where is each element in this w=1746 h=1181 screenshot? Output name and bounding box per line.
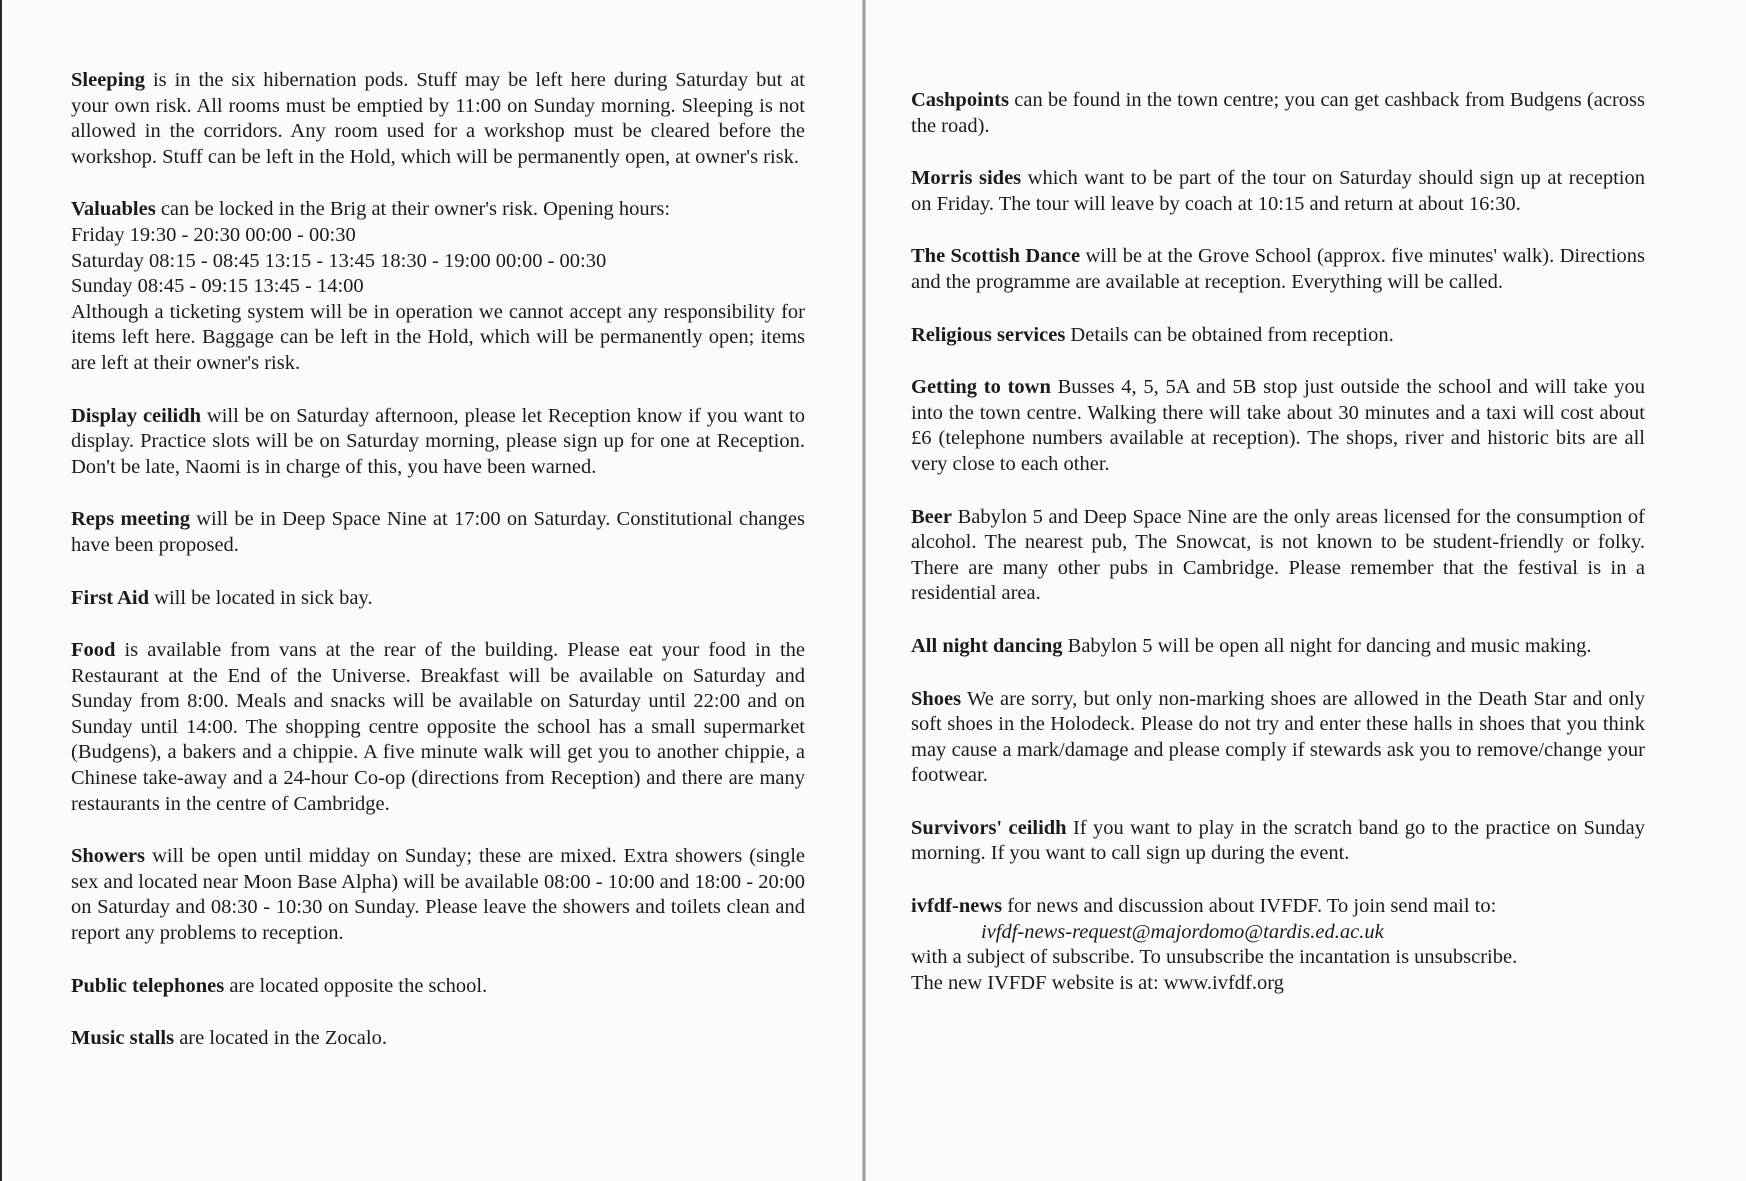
section-text: for news and discussion about IVFDF. To join send mail to:	[1002, 895, 1497, 918]
section-text: Details can be obtained from reception.	[1065, 323, 1394, 346]
section-text: are located opposite the school.	[224, 974, 488, 997]
section-text: will be at the Grove School (approx. five minutes' walk). Directions and the programme are available at reception. Everything will be called.	[911, 245, 1645, 293]
section-sleeping	[71, 68, 805, 170]
section-text: Babylon 5 and Deep Space Nine are the only areas licensed for the consumption of alcohol. The nearest pub, The Snowcat, is not known to be student-friendly or folky. There are many other pubs in Cambridge. Please remember that the festival is in a residential area.	[911, 505, 1645, 605]
section-text: will be in Deep Space Nine at 17:00 on Saturday. Constitutional changes have been proposed.	[71, 508, 805, 556]
section-text: will be located in sick bay.	[149, 586, 373, 609]
website-line: The new IVFDF website is at: www.ivfdf.org	[911, 971, 1284, 994]
page-fold	[862, 0, 866, 1181]
section-cashpoints	[911, 88, 1645, 139]
section-heading: Survivors' ceilidh	[911, 816, 1067, 839]
section-valuables	[71, 197, 805, 376]
section-text: can be found in the town centre; you can get cashback from Budgens (across the road).	[911, 89, 1645, 137]
section-scottish-dance	[911, 244, 1645, 295]
left-column	[71, 68, 805, 1079]
section-heading: Valuables	[71, 198, 156, 221]
section-heading: Getting to town	[911, 376, 1051, 399]
section-text: which want to be part of the tour on Saturday should sign up at reception on Friday. The tour will leave by coach at 10:15 and return at about 16:30.	[911, 167, 1645, 215]
section-morris-sides	[911, 166, 1645, 217]
section-display-ceilidh	[71, 404, 805, 481]
section-heading: Reps meeting	[71, 508, 190, 531]
section-text: can be locked in the Brig at their owner's risk. Opening hours:	[155, 198, 671, 221]
section-heading: The Scottish Dance	[911, 245, 1081, 268]
section-food	[71, 638, 805, 817]
section-heading: Showers	[71, 845, 146, 868]
section-heading: Morris sides	[911, 167, 1022, 190]
section-heading: Public telephones	[71, 974, 225, 997]
section-text: is available from vans at the rear of the building. Please eat your food in the Restaurant at the End of the Universe. Breakfast will be available on Saturday and Sunday from 8:00. Meals and snacks will be available on Saturday until 22:00 and on Sunday until 14:00. The shopping centre opposite the school has a small supermarket (Budgens), a bakers and a chippie. A five minute walk will get you to another chippie, a Chinese take-away and a 24-hour Co-op (directions from Reception) and there are many restaurants in the centre of Cambridge.	[71, 639, 805, 815]
section-heading: Sleeping	[71, 69, 146, 91]
section-all-night-dancing	[911, 634, 1645, 660]
section-showers	[71, 844, 805, 946]
section-survivors-ceilidh	[911, 816, 1645, 867]
page-edge	[0, 0, 2, 1181]
section-text: will be on Saturday afternoon, please let Reception know if you want to display. Practice slots will be on Saturday morning, please sign up for one at Reception. Don't be late, Naomi is in charge of this, you have been warned.	[71, 404, 805, 478]
opening-hours-saturday: Saturday 08:15 - 08:45 13:15 - 13:45 18:30 - 19:00 00:00 - 00:30	[71, 249, 607, 272]
section-heading: ivfdf-news	[911, 895, 1003, 918]
section-text: Babylon 5 will be open all night for dancing and music making.	[1062, 634, 1592, 657]
section-heading: Shoes	[911, 687, 962, 710]
section-public-telephones	[71, 974, 805, 1000]
section-text: are located in the Zocalo.	[174, 1027, 387, 1050]
section-reps-meeting	[71, 507, 805, 558]
section-heading: Display ceilidh	[71, 404, 202, 427]
section-text-2: Although a ticketing system will be in operation we cannot accept any responsibility for items left here. Baggage can be left in the Hold, which will be permanently open; items are left at their owner's risk.	[71, 300, 805, 374]
section-text: Busses 4, 5, 5A and 5B stop just outside the school and will take you into the town centre. Walking there will take about 30 minutes and a taxi will cost about £6 (telephone numbers available at reception). The shops, river and historic bits are all very close to each other.	[911, 376, 1645, 475]
section-text: If you want to play in the scratch band go to the practice on Sunday morning. If you want to call sign up during the event.	[911, 816, 1645, 865]
section-heading: Beer	[911, 505, 952, 528]
section-heading: Food	[71, 639, 116, 662]
section-heading: First Aid	[71, 586, 150, 609]
section-getting-to-town	[911, 375, 1645, 477]
section-heading: Religious services	[911, 323, 1066, 346]
section-shoes	[911, 687, 1645, 789]
subscribe-instructions: with a subject of subscribe. To unsubscribe the incantation is unsubscribe.	[911, 946, 1518, 969]
opening-hours-sunday: Sunday 08:45 - 09:15 13:45 - 14:00	[71, 275, 364, 298]
right-column	[911, 88, 1645, 1023]
section-heading: Cashpoints	[911, 89, 1009, 111]
section-text: will be open until midday on Sunday; these are mixed. Extra showers (single sex and located near Moon Base Alpha) will be available 08:00 - 10:00 and 18:00 - 20:00 on Saturday and 08:30 - 10:30 on Sunday. Please leave the showers and toilets clean and report any problems to reception.	[71, 845, 805, 945]
section-religious-services	[911, 323, 1645, 349]
section-text: is in the six hibernation pods. Stuff may be left here during Saturday but at your own risk. All rooms must be emptied by 11:00 on Sunday morning. Sleeping is not allowed in the corridors. Any room used for a workshop must be cleared before the workshop. Stuff can be left in the Hold, which will be permanently open, at owner's risk.	[71, 69, 805, 168]
mailing-list-email: ivfdf-news-request@majordomo@tardis.ed.ac.uk	[981, 920, 1384, 943]
section-music-stalls	[71, 1026, 805, 1052]
section-heading: All night dancing	[911, 634, 1063, 657]
section-text: We are sorry, but only non-marking shoes are allowed in the Death Star and only soft shoes in the Holodeck. Please do not try and enter these halls in shoes that you think may cause a mark/damage and please comply if stewards ask you to remove/change your footwear.	[911, 687, 1645, 787]
section-ivfdf-news	[911, 894, 1645, 996]
section-beer	[911, 505, 1645, 607]
section-heading: Music stalls	[71, 1027, 175, 1050]
opening-hours-friday: Friday 19:30 - 20:30 00:00 - 00:30	[71, 223, 356, 246]
section-first-aid	[71, 586, 805, 612]
